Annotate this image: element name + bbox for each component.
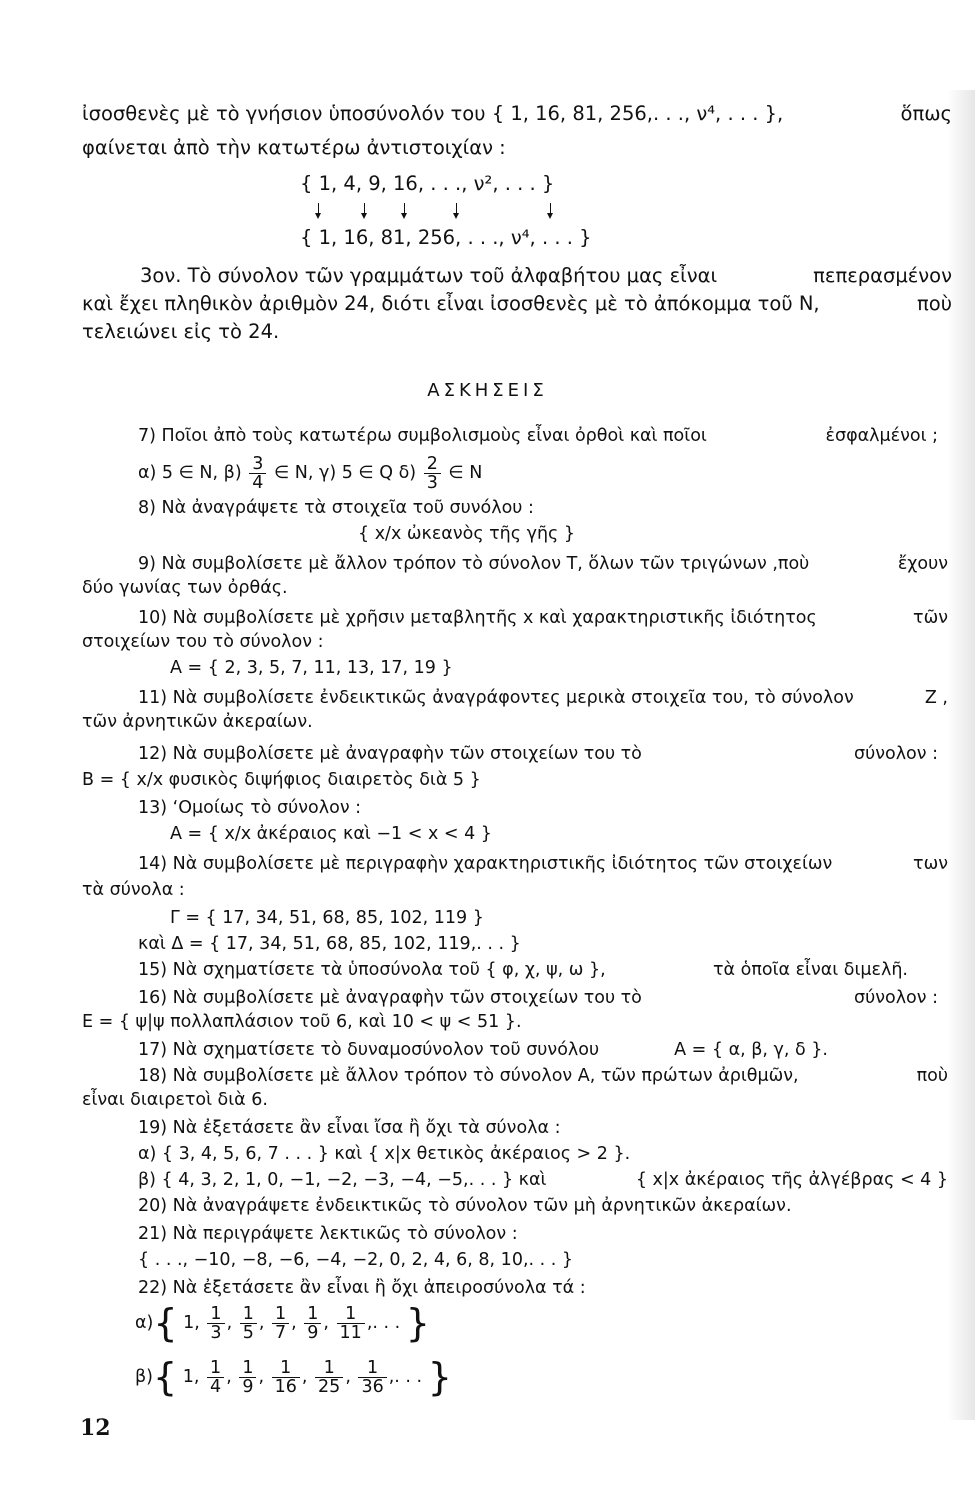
exercise-7: 7) Ποῖοι ἀπὸ τοὺς κατωτέρω συμβολισμοὺς εἶναι ὀρθοὶ καὶ ποῖοι ἐσφαλμένοι ; [138, 426, 938, 446]
exercise-16-line-1: 16) Νὰ συμβολίσετε μὲ ἀναγραφὴν τῶν στοιχείων του τὸ σύνολον : [138, 988, 938, 1008]
page-edge-shadow [947, 90, 975, 1420]
fourth-powers-set: { 1, 16, 81, 256, . . ., ν⁴, . . . } [300, 226, 592, 249]
exercise-18-line-1: 18) Νὰ συμβολίσετε μὲ ἄλλον τρόπον τὸ σύνολον Α, τῶν πρώτων ἀριθμῶν, ποὺ [138, 1066, 948, 1086]
exercise-9-line-2: δύο γωνίας των ὀρθάς. [82, 578, 288, 598]
fraction-three-quarters: $\frac{3}{4}$ [249, 455, 266, 492]
exercise-21: 21) Νὰ περιγράψετε λεκτικῶς τὸ σύνολον : [138, 1224, 518, 1244]
exercise-17: 17) Νὰ σχηματίσετε τὸ δυναμοσύνολον τοῦ συνόλου Α = { α, β, γ, δ }. [138, 1040, 828, 1060]
third-paragraph-line-3: τελειώνει εἰς τὸ 24. [82, 320, 280, 343]
exercise-11-line-2: τῶν ἀρνητικῶν ἀκεραίων. [82, 712, 313, 732]
page-number: 12 [80, 1415, 111, 1441]
section-heading: ΑΣΚΗΣΕΙΣ [427, 380, 548, 401]
fraction-two-thirds: $\frac{2}{3}$ [424, 455, 441, 492]
exercise-11-line-1: 11) Νὰ συμβολίσετε ἐνδεικτικῶς ἀναγράφοντες μερικὰ στοιχεῖα του, τὸ σύνολον Ζ , [138, 688, 948, 708]
exercise-14-line-2: τὰ σύνολα : [82, 880, 185, 900]
exercise-21-set: { . . ., −10, −8, −6, −4, −2, 0, 2, 4, 6, 8, 10,. . . } [138, 1250, 574, 1270]
exercise-12-line-2: Β = { x/x φυσικὸς διψήφιος διαιρετὸς διὰ 5 } [82, 770, 481, 790]
exercise-10-line-1: 10) Νὰ συμβολίσετε μὲ χρῆσιν μεταβλητῆς x καὶ χαρακτηριστικῆς ἰδιότητος τῶν [138, 608, 948, 628]
exercise-19-a: α) { 3, 4, 5, 6, 7 . . . } καὶ { x|x θετικὸς ἀκέραιος > 2 }. [138, 1144, 631, 1164]
exercise-19-b: β) { 4, 3, 2, 1, 0, −1, −2, −3, −4, −5,. . . } καὶ { x|x ἀκέραιος τῆς ἀλγέβρας < 4 } [138, 1170, 948, 1190]
exercise-22-a: α){ 1, $\frac{1}{3}$ , $\frac{1}{5}$ , $\frac{1}{7}$ , $\frac{1}{9}$ , $\frac{1}{11}$ ,. . . } [135, 1301, 430, 1345]
exercise-8-set: { x/x ὠκεανὸς τῆς γῆς } [358, 524, 576, 544]
exercise-10-set: Α = { 2, 3, 5, 7, 11, 13, 17, 19 } [170, 658, 453, 678]
arrow-1 [318, 203, 319, 217]
exercise-7-options: α) 5 ∈ Ν, β) $\frac{3}{4}$ ∈ Ν, γ) 5 ∈ Q δ) $\frac{2}{3}$ ∈ Ν [138, 453, 483, 493]
exercise-14-set-delta: καὶ Δ = { 17, 34, 51, 68, 85, 102, 119,. . . } [138, 934, 521, 954]
exercise-15: 15) Νὰ σχηματίσετε τὰ ὑποσύνολα τοῦ { φ, χ, ψ, ω }, τὰ ὁποῖα εἶναι διμελῆ. [138, 960, 908, 980]
exercise-13-set: Α = { x/x ἀκέραιος καὶ −1 < x < 4 } [170, 824, 492, 844]
exercise-22: 22) Νὰ ἐξετάσετε ἂν εἶναι ἢ ὄχι ἀπειροσύνολα τά : [138, 1278, 586, 1298]
exercise-19: 19) Νὰ ἐξετάσετε ἂν εἶναι ἴσα ἢ ὄχι τὰ σύνολα : [138, 1118, 561, 1138]
arrow-4 [456, 203, 457, 217]
arrow-2 [364, 203, 365, 217]
exercise-12-line-1: 12) Νὰ συμβολίσετε μὲ ἀναγραφὴν τῶν στοιχείων του τὸ σύνολον : [138, 744, 938, 764]
third-paragraph-line-1: 3ον. Τὸ σύνολον τῶν γραμμάτων τοῦ ἀλφαβήτου μας εἶναι πεπερασμένον [140, 264, 952, 287]
exercise-14-line-1: 14) Νὰ συμβολίσετε μὲ περιγραφὴν χαρακτηριστικῆς ἰδιότητος τῶν στοιχείων των [138, 854, 948, 874]
exercise-14-set-gamma: Γ = { 17, 34, 51, 68, 85, 102, 119 } [170, 908, 484, 928]
exercise-16-line-2: Ε = { ψ|ψ πολλαπλάσιον τοῦ 6, καὶ 10 < ψ < 51 }. [82, 1012, 522, 1032]
third-paragraph-line-2: καὶ ἔχει πληθικὸν ἀριθμὸν 24, διότι εἶναι ἰσοσθενὲς μὲ τὸ ἀπόκομμα τοῦ Ν, ποὺ [82, 292, 952, 315]
text-line-2: φαίνεται ἀπὸ τὴν κατωτέρω ἀντιστοιχίαν : [82, 136, 506, 159]
exercise-9-line-1: 9) Νὰ συμβολίσετε μὲ ἄλλον τρόπον τὸ σύνολον Τ, ὅλων τῶν τριγώνων ,ποὺ ἔχουν [138, 554, 948, 574]
exercise-22-b: β){ 1, $\frac{1}{4}$ , $\frac{1}{9}$ , $\frac{1}{16}$ , $\frac{1}{25}$ , $\frac{1}{36}$ ,. . . } [135, 1355, 452, 1399]
arrow-5 [550, 203, 551, 217]
exercise-20: 20) Νὰ ἀναγράψετε ἐνδεικτικῶς τὸ σύνολον τῶν μὴ ἀρνητικῶν ἀκεραίων. [138, 1196, 792, 1216]
arrow-3 [404, 203, 405, 217]
text-line-1: ἰσοσθενὲς μὲ τὸ γνήσιον ὑποσύνολόν του { 1, 16, 81, 256,. . ., ν⁴, . . . }, ὅπως [82, 102, 952, 125]
exercise-18-line-2: εἶναι διαιρετοὶ διὰ 6. [82, 1090, 268, 1110]
exercise-10-line-2: στοιχείων του τὸ σύνολον : [82, 632, 324, 652]
squares-set: { 1, 4, 9, 16, . . ., ν², . . . } [300, 172, 555, 195]
exercise-8: 8) Νὰ ἀναγράψετε τὰ στοιχεῖα τοῦ συνόλου : [138, 498, 534, 518]
exercise-13: 13) ‘Ομοίως τὸ σύνολον : [138, 798, 362, 818]
